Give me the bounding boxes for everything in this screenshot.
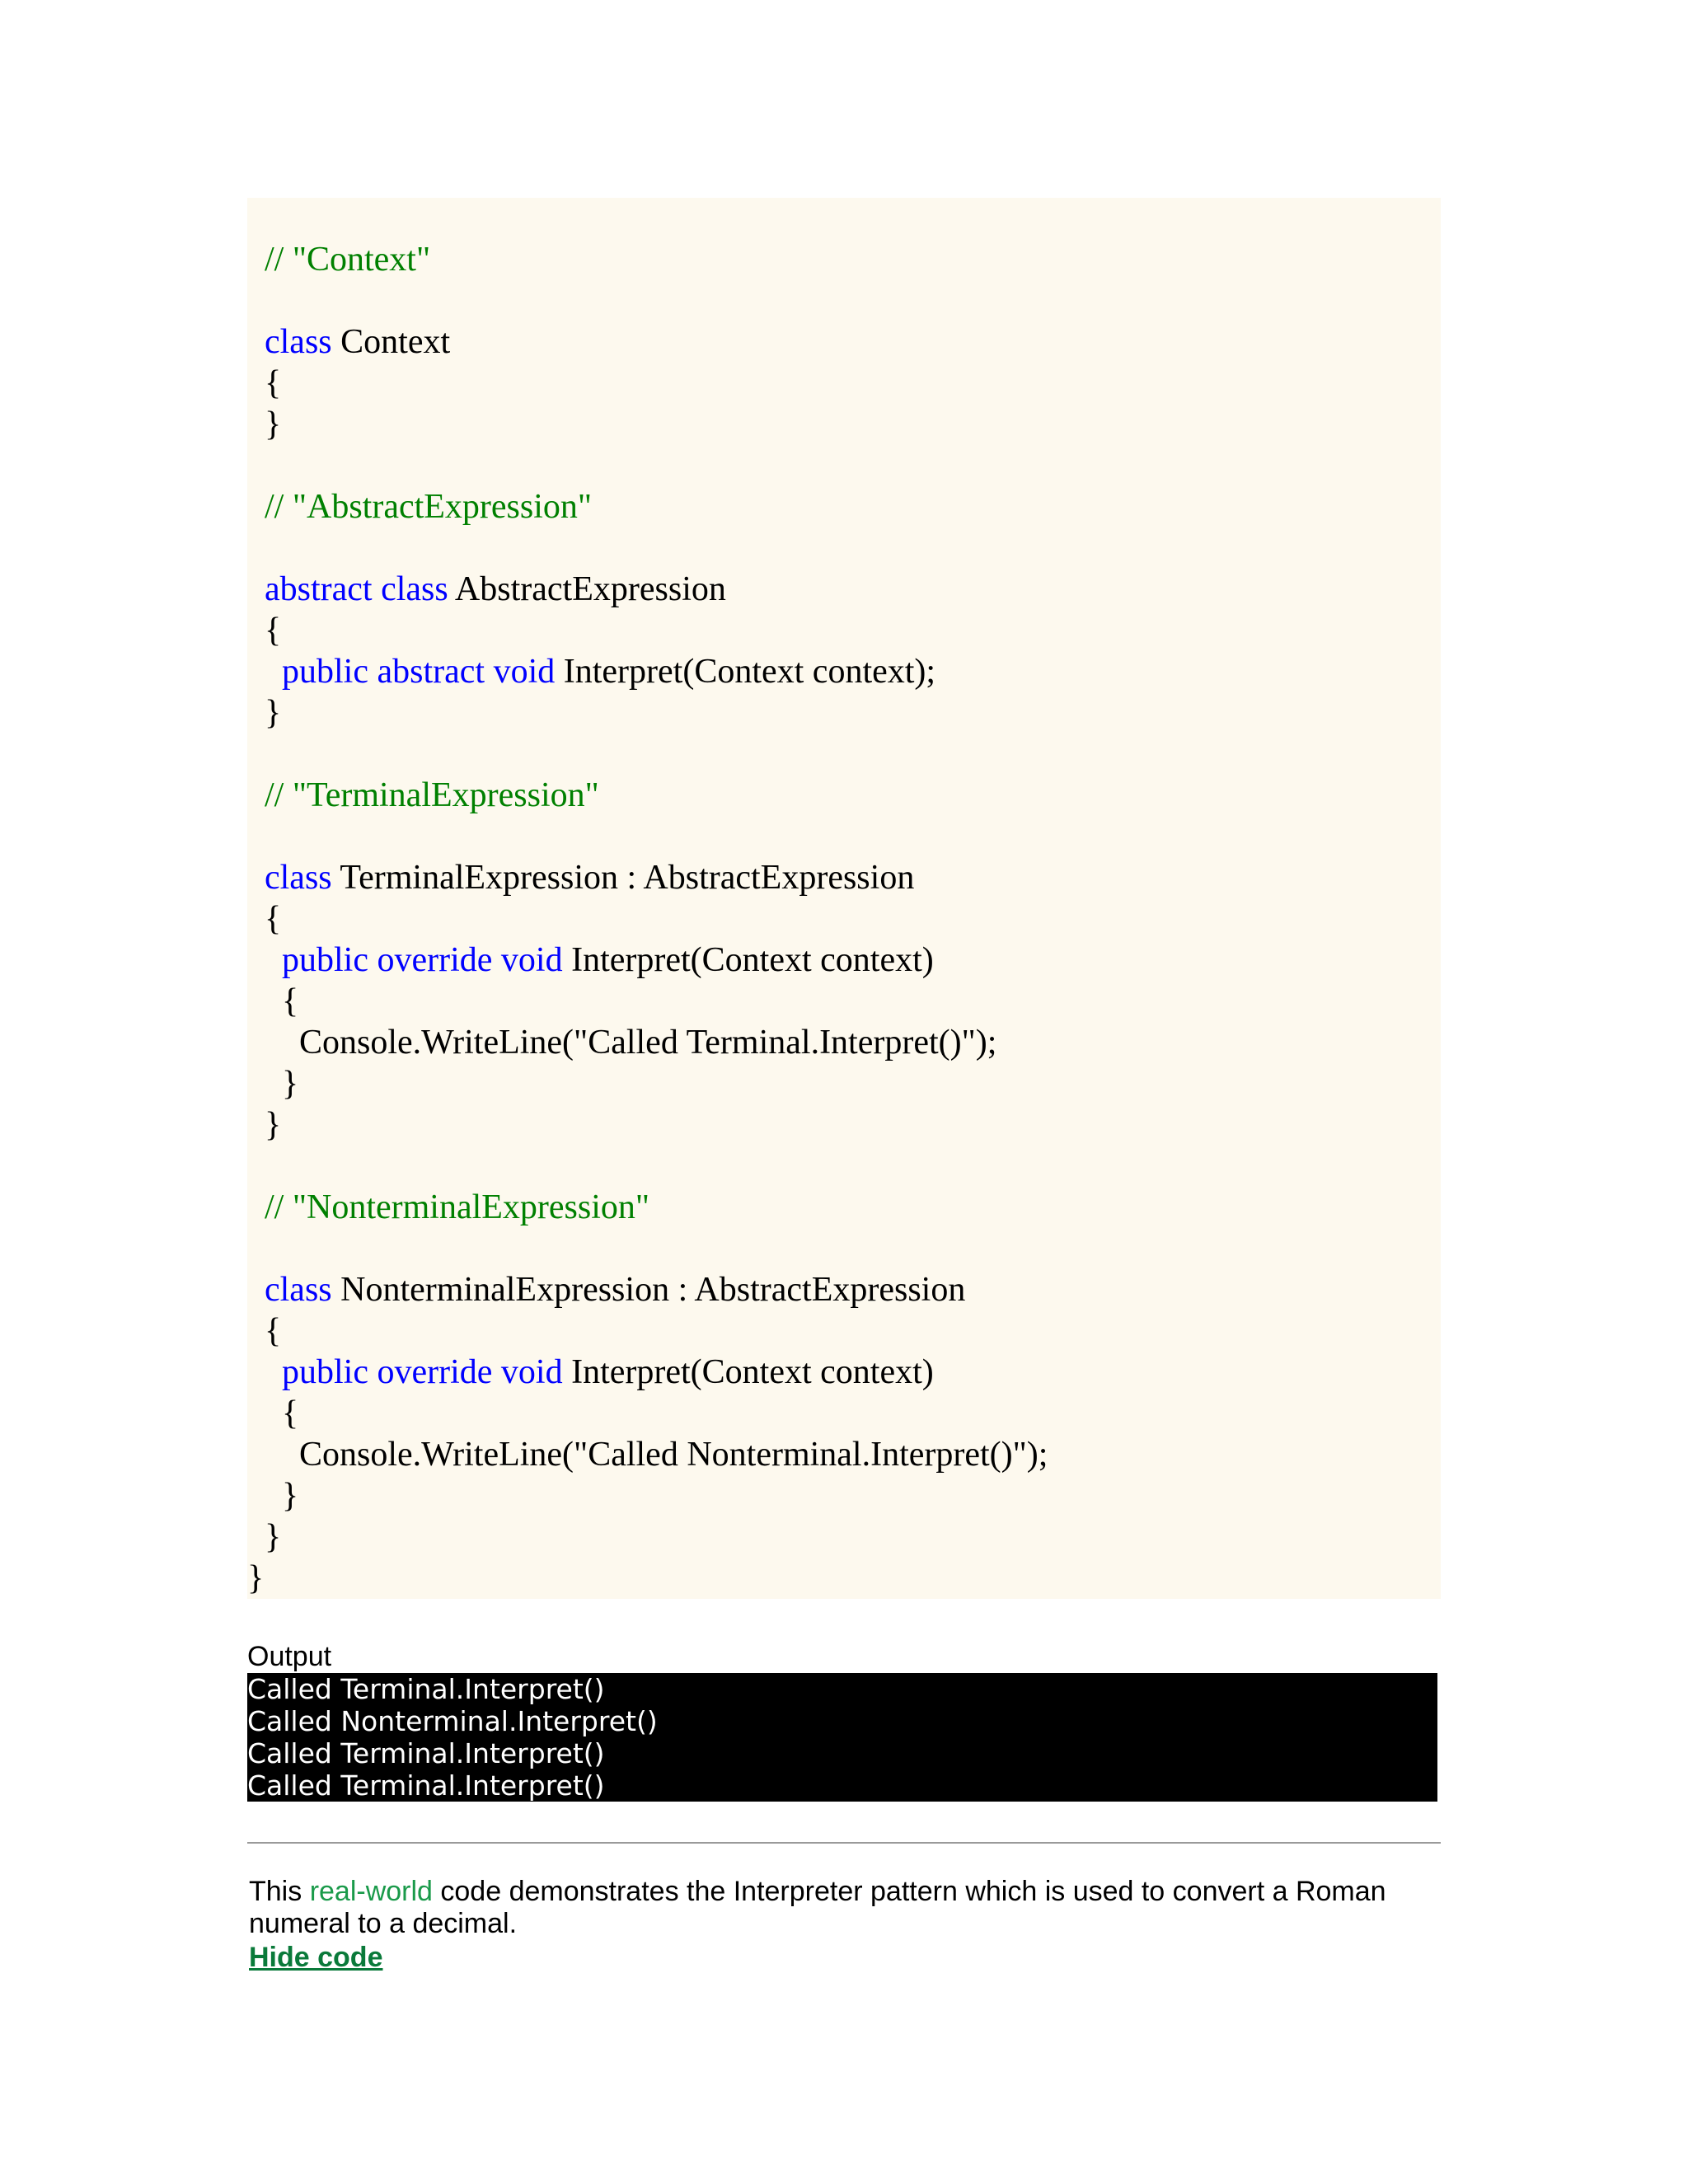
- code-line: [247, 857, 1048, 898]
- code-line: [247, 1228, 1048, 1269]
- code-text: }: [265, 405, 282, 443]
- code-text: Console.WriteLine("Called Terminal.Interpret()");: [299, 1024, 997, 1062]
- code-indent: [247, 1477, 282, 1515]
- description-prefix: This: [249, 1876, 310, 1907]
- code-indent: [247, 653, 282, 691]
- code-indent: [247, 241, 265, 279]
- code-text: Interpret(Context context): [562, 1353, 934, 1391]
- code-keyword: class: [265, 1271, 332, 1309]
- code-text: [368, 1353, 377, 1391]
- code-indent: [247, 1436, 299, 1474]
- output-line: Called Terminal.Interpret(): [247, 1737, 605, 1769]
- code-line: [247, 1187, 1048, 1228]
- code-text: [492, 941, 501, 979]
- code-text: Interpret(Context context);: [555, 653, 936, 691]
- code-comment: // "Context": [265, 241, 431, 279]
- code-indent: [247, 1271, 265, 1309]
- code-line: [247, 1104, 1048, 1146]
- code-keyword: class: [265, 323, 332, 361]
- code-line: [247, 486, 1048, 527]
- code-line: [247, 733, 1048, 775]
- code-keyword: public: [282, 653, 368, 691]
- code-text: [485, 653, 494, 691]
- code-text: AbstractExpression: [448, 570, 726, 608]
- code-text: Interpret(Context context): [562, 941, 934, 979]
- code-line: [247, 1310, 1048, 1352]
- code-indent: [247, 570, 265, 608]
- code-text: NonterminalExpression : AbstractExpression: [331, 1271, 966, 1309]
- code-text: }: [282, 1477, 299, 1515]
- code-line: [247, 981, 1048, 1022]
- code-indent: [247, 323, 265, 361]
- code-indent: [247, 1312, 265, 1350]
- code-line: [247, 363, 1048, 404]
- code-block: [247, 198, 1441, 1599]
- horizontal-divider: [247, 1842, 1441, 1844]
- code-text: TerminalExpression : AbstractExpression: [331, 859, 915, 897]
- code-indent: [247, 364, 265, 402]
- code-text: {: [265, 364, 282, 402]
- code-text: {: [282, 982, 299, 1020]
- code-indent: [247, 488, 265, 526]
- code-text: {: [265, 612, 282, 649]
- code-keyword: abstract: [377, 653, 485, 691]
- code-line: [247, 610, 1048, 651]
- code-line: [247, 1516, 1048, 1558]
- code-line: [247, 239, 1048, 280]
- code-keyword: override: [377, 1353, 493, 1391]
- output-line: Called Terminal.Interpret(): [247, 1769, 605, 1802]
- code-keyword: class: [381, 570, 448, 608]
- code-keyword: override: [377, 941, 493, 979]
- code-listing: [247, 198, 1048, 1599]
- code-line: [247, 1146, 1048, 1187]
- code-line: [247, 1475, 1048, 1516]
- code-text: }: [265, 1518, 282, 1556]
- description-suffix: code demonstrates the Interpreter pattern which is used to convert a Roman numeral to a decimal.: [249, 1876, 1386, 1939]
- code-text: }: [282, 1065, 299, 1103]
- code-line: [247, 775, 1048, 816]
- code-indent: [247, 1188, 265, 1226]
- code-line: [247, 692, 1048, 733]
- code-keyword: void: [500, 1353, 563, 1391]
- code-text: [492, 1353, 501, 1391]
- code-text: [368, 653, 377, 691]
- code-line: [247, 1558, 1048, 1599]
- code-keyword: public: [282, 1353, 368, 1391]
- code-line: [247, 198, 1048, 239]
- code-text: }: [247, 1559, 265, 1597]
- code-line: [247, 1063, 1048, 1104]
- code-line: [247, 280, 1048, 321]
- code-text: {: [282, 1394, 299, 1432]
- code-indent: [247, 859, 265, 897]
- real-world-link[interactable]: real-world: [309, 1876, 433, 1907]
- code-text: }: [265, 694, 282, 732]
- output-line: Called Terminal.Interpret(): [247, 1673, 605, 1705]
- code-indent: [247, 1065, 282, 1103]
- code-keyword: abstract: [265, 570, 373, 608]
- code-line: [247, 940, 1048, 981]
- code-line: [247, 321, 1048, 363]
- code-indent: [247, 900, 265, 938]
- code-text: [373, 570, 382, 608]
- code-indent: [247, 1024, 299, 1062]
- code-line: [247, 1022, 1048, 1063]
- code-indent: [247, 1394, 282, 1432]
- code-line: [247, 527, 1048, 569]
- code-line: [247, 1393, 1048, 1434]
- code-indent: [247, 1106, 265, 1144]
- hide-code-link[interactable]: Hide code: [249, 1942, 383, 1973]
- code-line: [247, 898, 1048, 940]
- code-line: [247, 816, 1048, 857]
- code-indent: [247, 1518, 265, 1556]
- code-text: Context: [331, 323, 451, 361]
- code-indent: [247, 982, 282, 1020]
- code-indent: [247, 694, 265, 732]
- output-console: [247, 1673, 1437, 1802]
- code-line: [247, 1434, 1048, 1475]
- code-indent: [247, 1353, 282, 1391]
- code-text: {: [265, 900, 282, 938]
- code-keyword: void: [500, 941, 563, 979]
- code-line: [247, 1352, 1048, 1393]
- code-keyword: void: [493, 653, 556, 691]
- code-line: [247, 404, 1048, 445]
- code-indent: [247, 405, 265, 443]
- code-line: [247, 569, 1048, 610]
- code-comment: // "AbstractExpression": [265, 488, 593, 526]
- output-line: Called Nonterminal.Interpret(): [247, 1705, 658, 1737]
- code-comment: // "NonterminalExpression": [265, 1188, 650, 1226]
- code-indent: [247, 612, 265, 649]
- code-text: [368, 941, 377, 979]
- code-text: {: [265, 1312, 282, 1350]
- code-line: [247, 651, 1048, 692]
- description-paragraph: [249, 1876, 1428, 1940]
- code-keyword: class: [265, 859, 332, 897]
- code-indent: [247, 941, 282, 979]
- code-comment: // "TerminalExpression": [265, 776, 599, 814]
- code-text: Console.WriteLine("Called Nonterminal.Interpret()");: [299, 1436, 1048, 1474]
- code-text: }: [265, 1106, 282, 1144]
- code-indent: [247, 776, 265, 814]
- code-keyword: public: [282, 941, 368, 979]
- code-line: [247, 445, 1048, 486]
- code-line: [247, 1269, 1048, 1310]
- output-label: Output: [247, 1641, 332, 1672]
